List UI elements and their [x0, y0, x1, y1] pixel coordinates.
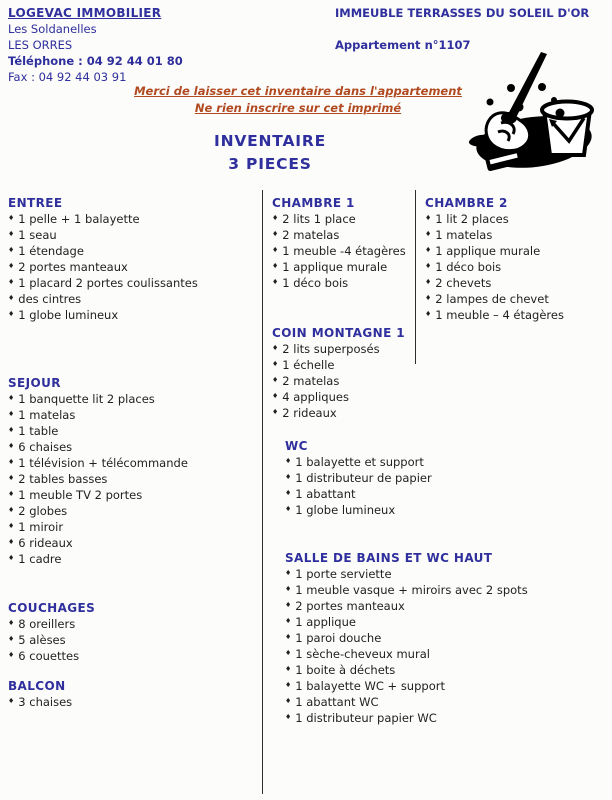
column-1	[8, 195, 260, 710]
section-items	[272, 341, 510, 421]
list-item	[285, 630, 510, 646]
item-text: des cintres	[18, 292, 82, 306]
diamond-bullet-icon	[8, 647, 14, 663]
agency-fax: Fax : 04 92 44 03 91	[8, 70, 127, 84]
item-text: 1 échelle	[282, 358, 335, 372]
diamond-bullet-icon	[425, 306, 431, 322]
item-text: 2 lits superposés	[282, 342, 380, 356]
item-text: 1 applique murale	[435, 244, 541, 258]
diamond-bullet-icon	[425, 258, 431, 274]
diamond-bullet-icon	[8, 502, 14, 518]
item-text: 2 portes manteaux	[295, 599, 405, 613]
item-text: 1 table	[18, 424, 59, 438]
item-text: 2 lampes de chevet	[435, 292, 549, 306]
item-text: 1 boite à déchets	[295, 663, 396, 677]
diamond-bullet-icon	[8, 390, 14, 406]
item-text: 1 paroi douche	[295, 631, 382, 645]
item-text: 1 balayette et support	[295, 455, 424, 469]
item-text: 1 seau	[18, 228, 57, 242]
item-text: 1 matelas	[435, 228, 493, 242]
page-title-line1: INVENTAIRE	[214, 132, 326, 150]
list-item	[8, 243, 260, 259]
item-text: 6 rideaux	[18, 536, 73, 550]
agency-address-line2: LES ORRES	[8, 38, 73, 52]
item-text: 1 applique murale	[282, 260, 388, 274]
item-text: 2 matelas	[282, 374, 340, 388]
item-text: 1 meuble vasque + miroirs avec 2 spots	[295, 583, 528, 597]
diamond-bullet-icon	[8, 226, 14, 242]
list-item	[285, 598, 510, 614]
item-text: 1 déco bois	[435, 260, 502, 274]
item-text: 1 déco bois	[282, 276, 349, 290]
list-item	[272, 341, 510, 357]
section-items	[285, 566, 528, 726]
item-text: 1 placard 2 portes coulissantes	[18, 276, 198, 290]
diamond-bullet-icon	[8, 550, 14, 566]
notice-block	[0, 83, 596, 117]
section-balcon	[8, 678, 260, 710]
item-text: 1 abattant	[295, 487, 356, 501]
section-coin-montagne-1	[272, 325, 510, 421]
list-item	[272, 373, 510, 389]
list-item	[8, 471, 260, 487]
section-items	[8, 211, 260, 323]
list-item	[8, 694, 260, 710]
diamond-bullet-icon	[8, 258, 14, 274]
item-text: 1 meuble TV 2 portes	[18, 488, 143, 502]
diamond-bullet-icon	[272, 404, 278, 420]
notice-line2: Ne rien inscrire sur cet imprimé	[194, 101, 402, 115]
diamond-bullet-icon	[8, 422, 14, 438]
item-text: 1 lit 2 places	[435, 212, 509, 226]
list-item	[272, 405, 510, 421]
item-text: 1 applique	[295, 615, 356, 629]
diamond-bullet-icon	[425, 226, 431, 242]
diamond-bullet-icon	[285, 629, 291, 645]
list-item	[8, 407, 260, 423]
section-title: CHAMBRE 1	[272, 196, 355, 210]
item-text: 2 chevets	[435, 276, 492, 290]
list-item	[285, 454, 510, 470]
list-item	[8, 503, 260, 519]
diamond-bullet-icon	[285, 613, 291, 629]
item-text: 1 abattant WC	[295, 695, 379, 709]
section-items	[8, 391, 260, 567]
item-text: 6 chaises	[18, 440, 73, 454]
diamond-bullet-icon	[285, 677, 291, 693]
item-text: 1 sèche-cheveux mural	[295, 647, 430, 661]
diamond-bullet-icon	[272, 210, 278, 226]
section-entree	[8, 195, 260, 323]
item-text: 2 globes	[18, 504, 68, 518]
item-text: 2 matelas	[282, 228, 340, 242]
item-text: 5 alèses	[18, 633, 66, 647]
notice-line1: Merci de laisser cet inventaire dans l'appartement	[134, 84, 462, 98]
item-text: 4 appliques	[282, 390, 349, 404]
item-text: 1 meuble – 4 étagères	[435, 308, 564, 322]
agency-name: LOGEVAC IMMOBILIER	[8, 6, 162, 20]
list-item	[8, 535, 260, 551]
list-item	[425, 243, 610, 259]
list-item	[285, 710, 510, 726]
section-title: COIN MONTAGNE 1	[272, 326, 406, 340]
section-title: COUCHAGES	[8, 601, 96, 615]
diamond-bullet-icon	[8, 615, 14, 631]
building-block	[335, 5, 589, 53]
diamond-bullet-icon	[272, 372, 278, 388]
agency-block	[8, 5, 183, 85]
diamond-bullet-icon	[272, 274, 278, 290]
list-item	[8, 439, 260, 455]
column-divider-left	[262, 190, 263, 794]
item-text: 1 pelle + 1 balayette	[18, 212, 140, 226]
list-item	[8, 519, 260, 535]
diamond-bullet-icon	[8, 290, 14, 306]
agency-address-line1: Les Soldanelles	[8, 22, 97, 36]
section-chambre-2	[425, 195, 610, 323]
diamond-bullet-icon	[8, 454, 14, 470]
diamond-bullet-icon	[8, 631, 14, 647]
diamond-bullet-icon	[285, 501, 291, 517]
diamond-bullet-icon	[425, 242, 431, 258]
list-item	[8, 259, 260, 275]
list-item	[8, 551, 260, 567]
agency-phone: Téléphone : 04 92 44 01 80	[8, 54, 183, 68]
section-couchages	[8, 600, 260, 664]
item-text: 1 globe lumineux	[295, 503, 396, 517]
diamond-bullet-icon	[285, 693, 291, 709]
diamond-bullet-icon	[8, 406, 14, 422]
diamond-bullet-icon	[8, 242, 14, 258]
item-text: 1 étendage	[18, 244, 84, 258]
diamond-bullet-icon	[8, 693, 14, 709]
list-item	[285, 694, 510, 710]
diamond-bullet-icon	[285, 597, 291, 613]
section-items	[8, 694, 260, 710]
column-3	[425, 195, 610, 323]
item-text: 1 distributeur papier WC	[295, 711, 437, 725]
diamond-bullet-icon	[285, 453, 291, 469]
diamond-bullet-icon	[272, 388, 278, 404]
diamond-bullet-icon	[8, 274, 14, 290]
page-title	[0, 130, 540, 176]
diamond-bullet-icon	[8, 306, 14, 322]
section-title: ENTREE	[8, 196, 63, 210]
list-item	[285, 470, 510, 486]
list-item	[425, 227, 610, 243]
list-item	[8, 227, 260, 243]
list-item	[285, 662, 510, 678]
list-item	[425, 211, 610, 227]
diamond-bullet-icon	[272, 258, 278, 274]
building-name: IMMEUBLE TERRASSES DU SOLEIL D'OR	[335, 6, 590, 20]
page-title-line2: 3 PIECES	[228, 155, 312, 173]
list-item	[285, 582, 528, 598]
diamond-bullet-icon	[8, 534, 14, 550]
diamond-bullet-icon	[272, 356, 278, 372]
section-items	[8, 616, 260, 664]
list-item	[285, 646, 510, 662]
item-text: 1 banquette lit 2 places	[18, 392, 155, 406]
diamond-bullet-icon	[285, 709, 291, 725]
diamond-bullet-icon	[285, 645, 291, 661]
list-item	[8, 307, 260, 323]
list-item	[8, 455, 260, 471]
section-items	[425, 211, 610, 323]
list-item	[8, 616, 260, 632]
list-item	[425, 291, 610, 307]
diamond-bullet-icon	[272, 242, 278, 258]
item-text: 2 tables basses	[18, 472, 108, 486]
item-text: 1 porte serviette	[295, 567, 392, 581]
list-item	[285, 614, 510, 630]
diamond-bullet-icon	[285, 485, 291, 501]
diamond-bullet-icon	[8, 438, 14, 454]
section-title: CHAMBRE 2	[425, 196, 508, 210]
list-item	[8, 632, 260, 648]
list-item	[272, 357, 510, 373]
list-item	[8, 391, 260, 407]
section-title: BALCON	[8, 679, 66, 693]
apartment-number: Appartement n°1107	[335, 38, 471, 52]
diamond-bullet-icon	[8, 470, 14, 486]
list-item	[8, 423, 260, 439]
diamond-bullet-icon	[272, 226, 278, 242]
item-text: 2 portes manteaux	[18, 260, 128, 274]
item-text: 1 télévision + télécommande	[18, 456, 188, 470]
diamond-bullet-icon	[285, 565, 291, 581]
diamond-bullet-icon	[425, 210, 431, 226]
section-salle-de-bains	[285, 550, 528, 726]
diamond-bullet-icon	[8, 518, 14, 534]
item-text: 1 distributeur de papier	[295, 471, 432, 485]
list-item	[8, 648, 260, 664]
list-item	[8, 211, 260, 227]
section-wc	[285, 438, 510, 518]
section-title: SALLE DE BAINS ET WC HAUT	[285, 551, 493, 565]
list-item	[425, 275, 610, 291]
diamond-bullet-icon	[425, 274, 431, 290]
item-text: 8 oreillers	[18, 617, 76, 631]
list-item	[8, 275, 260, 291]
section-title: SEJOUR	[8, 376, 61, 390]
item-text: 6 couettes	[18, 649, 80, 663]
list-item	[425, 259, 610, 275]
list-item	[285, 486, 510, 502]
diamond-bullet-icon	[285, 661, 291, 677]
list-item	[285, 678, 510, 694]
list-item	[285, 566, 510, 582]
diamond-bullet-icon	[8, 210, 14, 226]
list-item	[8, 487, 260, 503]
list-item	[8, 291, 260, 307]
list-item	[425, 307, 610, 323]
diamond-bullet-icon	[425, 290, 431, 306]
list-item	[272, 389, 510, 405]
item-text: 1 cadre	[18, 552, 62, 566]
section-sejour	[8, 375, 260, 567]
item-text: 1 miroir	[18, 520, 64, 534]
section-items	[285, 454, 510, 518]
item-text: 2 lits 1 place	[282, 212, 356, 226]
item-text: 3 chaises	[18, 695, 73, 709]
list-item	[285, 502, 510, 518]
diamond-bullet-icon	[285, 581, 291, 597]
item-text: 1 meuble -4 étagères	[282, 244, 406, 258]
item-text: 1 globe lumineux	[18, 308, 119, 322]
section-title: WC	[285, 439, 308, 453]
item-text: 2 rideaux	[282, 406, 337, 420]
item-text: 1 matelas	[18, 408, 76, 422]
item-text: 1 balayette WC + support	[295, 679, 445, 693]
diamond-bullet-icon	[272, 340, 278, 356]
diamond-bullet-icon	[285, 469, 291, 485]
diamond-bullet-icon	[8, 486, 14, 502]
